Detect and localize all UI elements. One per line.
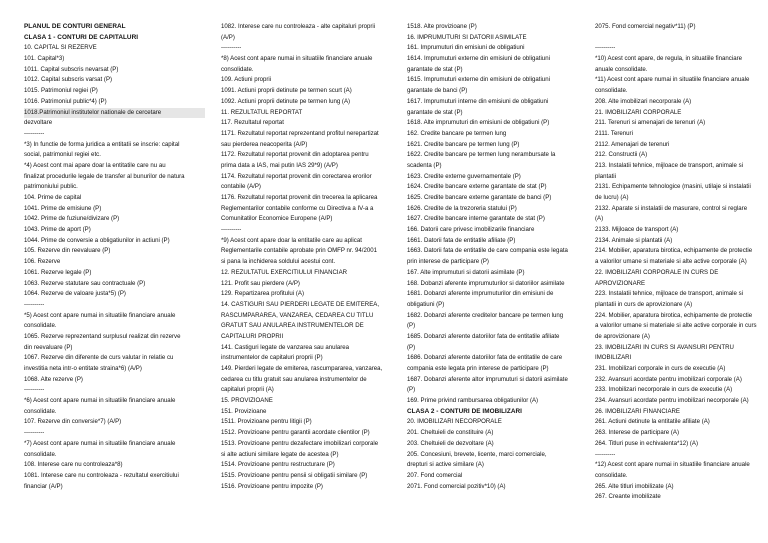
text-line: garantate de stat (P)	[407, 108, 463, 116]
text-line: (A)	[595, 215, 604, 223]
text-line: 1018.Patrimoniul institutelor nationale de cercetare	[24, 108, 205, 119]
text-line: 1685. Dobanzi aferente datoriilor fata de entitatile afiliate	[407, 332, 560, 340]
text-line: 1686. Dobanzi aferente datoriilor fata de entitatile de care	[407, 354, 563, 362]
text-line: 1622. Credite bancare pe termen lung nerambursate la	[407, 151, 556, 159]
text-line: prin interese de participare (P)	[407, 258, 489, 266]
text-line: ----------	[24, 386, 45, 394]
text-line: 2112. Amenajari de terenuri	[595, 140, 670, 148]
text-line: 207. Fond comercial	[407, 471, 463, 479]
text-line: 224. Mobilier, aparatura birotica, echipamente de protectie	[595, 311, 753, 319]
text-line: 16. IMPRUMUTURI SI DATORII ASIMILATE	[407, 33, 527, 41]
text-line: compania este legata prin interese de participare (P)	[407, 365, 549, 372]
text-line: (P)	[407, 322, 416, 330]
column-2	[221, 22, 394, 539]
section-heading: PLANUL DE CONTURI GENERAL	[24, 23, 126, 30]
text-line: 1663. Datorii fata de entitatile de care compania este legata	[407, 247, 568, 255]
text-line: 265. Alte titluri imobilizate (A)	[595, 482, 674, 490]
text-line: instrumentelor de capitaluri proprii (P)	[221, 354, 323, 362]
text-line: 1042. Prime de fuziune/divizare (P)	[24, 215, 120, 223]
text-line: 1082. Interese care nu controleaza - alte capitaluri proprii	[221, 23, 376, 30]
text-line: 141. Castiguri legate de vanzarea sau anularea	[221, 343, 350, 351]
text-line: 1514. Provizioane pentru restructurare (P)	[221, 461, 335, 469]
text-line: patrimoniului public.	[24, 183, 78, 191]
text-line: 208. Alte imobilizari necorporale (A)	[595, 97, 692, 105]
text-line: sau pierderea neacoperita (A/P)	[221, 140, 308, 148]
text-line: 1515. Provizioane pentru pensii si obligatii similare (P)	[221, 471, 368, 479]
text-line: 2134. Animale si plantatii (A)	[595, 236, 673, 244]
text-line: 211. Terenuri si amenajari de terenuri (A)	[595, 119, 706, 127]
text-line: consolidate.	[221, 65, 254, 73]
text-line: 1516. Provizioane pentru impozite (P)	[221, 482, 323, 490]
text-line: drepturi si active similare (A)	[407, 461, 484, 469]
text-line: 213. Instalatii tehnice, mijloace de transport, animale si	[595, 161, 744, 169]
text-line: 109. Actiuni proprii	[221, 76, 272, 84]
text-line: *8) Acest cont apare numai in situatiile financiare anuale	[221, 55, 373, 63]
text-line: *6) Acest cont apare numai in situatiile financiare anuale	[24, 397, 176, 405]
text-line: 162. Credite bancare pe termen lung	[407, 129, 507, 137]
text-line: ----------	[24, 129, 45, 137]
text-line: 1681. Dobanzi aferente imprumuturilor din emisiuni de	[407, 290, 554, 298]
text-line: 161. Imprumuturi din emisiuni de obligatiuni	[407, 44, 525, 52]
column-3	[407, 22, 584, 539]
text-line: 1624. Credite bancare externe garantate de stat (P)	[407, 183, 547, 191]
text-line: 1065. Rezerve reprezentand surplusul realizat din rezerve	[24, 332, 181, 340]
text-line: 129. Repartizarea profitului (A)	[221, 290, 304, 298]
text-line: 1176. Rezultatul reportat provenit din trecerea la aplicarea	[221, 194, 378, 201]
text-line: 105. Rezerve din reevaluare (P)	[24, 247, 111, 255]
text-line: 1687. Dobanzi aferente altor imprumuturi si datorii asimilate	[407, 375, 568, 383]
text-line: de lucru) (A)	[595, 194, 629, 201]
text-line: ----------	[595, 450, 616, 458]
text-line: 11. REZULTATUL REPORTAT	[221, 108, 303, 116]
text-line: 149. Pierderi legate de emiterea, rascumpararea, vanzarea,	[221, 365, 383, 372]
text-line: 26. IMOBILIZARI FINANCIARE	[595, 407, 680, 415]
text-line: 14. CASTIGURI SAU PIERDERI LEGATE DE EMITEREA,	[221, 300, 380, 308]
text-line: 167. Alte imprumuturi si datorii asimilate (P)	[407, 268, 525, 276]
text-line: ----------	[595, 44, 616, 52]
text-line: 1015. Patrimoniul regiei (P)	[24, 87, 98, 95]
text-line: consolidate.	[24, 407, 57, 415]
text-line: *4) Acest cont mai apare doar la entitatile care nu au	[24, 161, 166, 169]
column-1	[24, 22, 205, 539]
text-line: 1511. Provizioane pentru litigii (P)	[221, 418, 312, 426]
text-line: social, patrimoniul regiei etc.	[24, 151, 101, 159]
text-line: 263. Interese de participare (A)	[595, 429, 680, 437]
text-line: consolidate.	[24, 450, 57, 458]
text-line: a valorilor umane si materiale si alte active corporale (A)	[595, 258, 747, 266]
text-line: 264. Titluri puse in echivalenta*12) (A)	[595, 439, 698, 447]
text-line: 233. Imobilizari necorporale in curs de executie (A)	[595, 386, 733, 394]
text-line: 117. Rezultatul reportat	[221, 119, 284, 127]
text-line: 223. Instalatii tehnice, mijloace de transport, animale si	[595, 290, 744, 298]
text-line: APROVIZIONARE	[595, 279, 646, 287]
text-line: 1092. Actiuni proprii detinute pe termen lung (A)	[221, 97, 351, 105]
text-line: 231. Imobilizari corporale in curs de executie (A)	[595, 365, 726, 372]
text-line: 101. Capital*3)	[24, 55, 65, 63]
text-line: de aprovizionare (A)	[595, 332, 650, 340]
text-line: si pana la inchiderea soldului acestui cont.	[221, 258, 336, 266]
text-line: Reglementarile contabile aprobate prin OMFP nr. 94/2001	[221, 247, 378, 255]
text-line: 169. Prime privind rambursarea obligatiunilor (A)	[407, 397, 539, 405]
text-line: GRATUIT SAU ANULAREA INSTRUMENTELOR DE	[221, 322, 364, 330]
text-line: prima data a IAS, mai putin IAS 29*9) (A/P)	[221, 161, 338, 169]
text-line: RASCUMPARAREA, VANZAREA, CEDAREA CU TITLU	[221, 311, 374, 319]
text-line: garantate de banci (P)	[407, 87, 468, 95]
section-heading: CLASA 2 - CONTURI DE IMOBILIZARI	[407, 407, 522, 415]
text-line: *9) Acest cont apare doar la entitatile care au aplicat	[221, 236, 362, 244]
text-line: 1627. Credite bancare interne garantate de stat (P)	[407, 215, 545, 223]
text-line: (A/P)	[221, 33, 235, 41]
text-line: ----------	[24, 300, 45, 308]
text-line: 108. Interese care nu controleaza*8)	[24, 461, 123, 469]
text-line: 1063. Rezerve statutare sau contractuale (P)	[24, 279, 146, 287]
text-line: 22. IMOBILIZARI CORPORALE IN CURS DE	[595, 268, 719, 276]
text-line: 267. Creante imobilizate	[595, 493, 661, 501]
text-line: 23. IMOBILIZARI IN CURS SI AVANSURI PENTRU	[595, 343, 734, 351]
text-line: 1625. Credite bancare externe garantate de banci (P)	[407, 194, 552, 201]
text-line: 1012. Capital subscris varsat (P)	[24, 76, 113, 84]
text-line: 2133. Mijloace de transport (A)	[595, 226, 679, 234]
text-line: 1016. Patrimoniul public*4) (P)	[24, 97, 107, 105]
text-line: 1067. Rezerve din diferente de curs valutar in relatie cu	[24, 354, 174, 362]
text-line: *3) In functie de forma juridica a entitatii se inscrie: capital	[24, 140, 180, 148]
text-line: 1172. Rezultatul reportat provenit din adoptarea pentru	[221, 151, 369, 159]
text-line: 1518. Alte provizioane (P)	[407, 23, 477, 30]
text-line: 2071. Fond comercial pozitiv*10) (A)	[407, 482, 506, 490]
text-line: 15. PROVIZIOANE	[221, 397, 273, 405]
text-line: 1614. Imprumuturi externe din emisiuni de obligatiuni	[407, 55, 550, 63]
text-line: dezvoltare	[24, 119, 53, 127]
text-line: 1621. Credite bancare pe termen lung (P)	[407, 140, 520, 148]
text-line: 1618. Alte imprumuturi din emisiuni de obligatiuni (P)	[407, 119, 550, 127]
text-line: consolidate.	[24, 322, 57, 330]
text-line: 12. REZULTATUL EXERCITIULUI FINANCIAR	[221, 268, 348, 276]
text-line: CAPITALURI PROPRII	[221, 332, 284, 340]
text-line: *10) Acest cont apare, de regula, in situatiile financiare	[595, 55, 743, 63]
text-line: cedarea cu titlu gratuit sau anularea instrumentelor de	[221, 375, 367, 383]
text-line: 1623. Credite externe guvernamentale (P)	[407, 172, 521, 180]
text-line: 1626. Credite de la trezoreria statului (P)	[407, 204, 517, 212]
text-line: 232. Avansuri acordate pentru imobilizari corporale (A)	[595, 375, 742, 383]
text-line: 203. Cheltuieli de dezvoltare (A)	[407, 439, 494, 447]
text-line: 1064. Rezerve de valoare justa*5) (P)	[24, 290, 126, 298]
text-line: consolidate.	[595, 471, 628, 479]
text-line: 1091. Actiuni proprii detinute pe termen scurt (A)	[221, 87, 352, 95]
text-line: 212. Constructii (A)	[595, 151, 648, 159]
text-line: 261. Actiuni detinute la entitatile afiliate (A)	[595, 418, 710, 426]
text-line: 214. Mobilier, aparatura birotica, echipamente de protectie	[595, 247, 753, 255]
text-line: Comunitatilor Economice Europene (A/P)	[221, 215, 333, 223]
text-line: 168. Dobanzi aferente imprumuturilor si datoriilor asimilate	[407, 279, 565, 287]
text-line: *11) Acest cont apare numai in situatiile financiare anuale	[595, 76, 750, 84]
text-line: 1041. Prime de emisiune (P)	[24, 204, 102, 212]
text-line: 1061. Rezerve legale (P)	[24, 268, 92, 276]
text-line: plantatii	[595, 172, 617, 180]
text-line: 2111. Terenuri	[595, 129, 633, 137]
text-line: plantatii in curs de aprovizionare (A)	[595, 300, 693, 308]
text-line: 166. Datorii care privesc imobilizarile financiare	[407, 226, 535, 234]
text-line: 1682. Dobanzi aferente creditelor bancare pe termen lung	[407, 311, 564, 319]
section-heading: CLASA 1 - CONTURI DE CAPITALURI	[24, 33, 139, 41]
text-line: 151. Provizioane	[221, 407, 267, 415]
text-line: ----------	[221, 44, 242, 52]
text-line: 107. Rezerve din conversie*7) (A/P)	[24, 418, 122, 426]
text-line: ----------	[24, 429, 45, 437]
text-line: 2075. Fond comercial negativ*11) (P)	[595, 23, 696, 30]
text-line: 201. Cheltuieli de constituire (A)	[407, 429, 494, 437]
text-line: 20. IMOBILIZARI NECORPORALE	[407, 418, 502, 426]
text-line: financiar (A/P)	[24, 482, 63, 490]
text-line: 1171. Rezultatul reportat reprezentand profitul nerepartizat	[221, 129, 379, 137]
text-line: *12) Acest cont apare numai in situatiile financiare anuale	[595, 461, 750, 469]
text-line: contabile (A/P)	[221, 183, 261, 191]
text-line: finalizat procedurile legale de transfer al bunurilor de natura	[24, 172, 185, 180]
text-line: consolidate.	[595, 87, 628, 95]
text-line: 234. Avansuri acordate pentru imobilizari necorporale (A)	[595, 397, 749, 405]
text-line: (P)	[407, 343, 416, 351]
text-line: 1044. Prime de conversie a obligatiunilor in actiuni (P)	[24, 236, 170, 244]
column-4	[595, 22, 761, 539]
text-line: obligatiuni (P)	[407, 300, 445, 308]
text-line: 1661. Datorii fata de entitatile afiliate (P)	[407, 236, 516, 244]
text-line: 1512. Provizioane pentru garantii acordate clientilor (P)	[221, 429, 370, 437]
text-line: Reglementarilor contabile conforme cu Directiva a IV-a a	[221, 204, 374, 212]
text-line: 1615. Imprumuturi externe din emisiuni de obligatiuni	[407, 76, 550, 84]
text-line: si alte actiuni similare legate de acestea (P)	[221, 450, 339, 458]
text-line: 1513. Provizioane pentru dezafectare imobilizari corporale	[221, 439, 379, 447]
text-line: 1081. Interese care nu controleaza - rezultatul exercitiului	[24, 471, 179, 479]
text-line: *5) Acest cont apare numai in situatiile financiare anuale	[24, 311, 176, 319]
text-line: scadenta (P)	[407, 161, 442, 169]
text-line: 1617. Imprumuturi interne din emisiuni de obligatiuni	[407, 97, 549, 105]
text-line: 1043. Prime de aport (P)	[24, 226, 91, 234]
text-line: 1068. Alte rezerve (P)	[24, 375, 83, 383]
text-line: investitia neta intr-o entitate straina*6) (A/P)	[24, 365, 142, 372]
text-line: garantate de stat (P)	[407, 65, 463, 73]
text-line: 10. CAPITAL SI REZERVE	[24, 44, 97, 52]
text-line: 205. Concesiuni, brevete, licente, marci comerciale,	[407, 450, 547, 458]
text-line: 121. Profit sau pierdere (A/P)	[221, 279, 300, 287]
text-line: 21. IMOBILIZARI CORPORALE	[595, 108, 682, 116]
text-line: 104. Prime de capital	[24, 194, 82, 201]
text-line: anuale consolidate.	[595, 65, 648, 73]
text-line: a valorilor umane si materiale si alte active corporale in curs	[595, 322, 757, 330]
text-line: 1174. Rezultatul reportat provenit din corectarea erorilor	[221, 172, 372, 180]
text-line: capitaluri proprii (A)	[221, 386, 274, 394]
text-line: din reevaluare (P)	[24, 343, 73, 351]
text-line: (P)	[407, 386, 416, 394]
text-line: IMOBILIZARI	[595, 354, 632, 362]
text-line	[595, 33, 761, 44]
text-line: 2132. Aparate si instalatii de masurare, control si reglare	[595, 204, 748, 212]
text-line: *7) Acest cont apare numai in situatiile financiare anuale	[24, 439, 176, 447]
text-line: 106. Rezerve	[24, 258, 61, 266]
text-line: 2131. Echipamente tehnologice (masini, utilaje si instalatii	[595, 183, 751, 191]
text-line: 1011. Capital subscris nevarsat (P)	[24, 65, 119, 73]
text-line: ----------	[221, 226, 242, 234]
